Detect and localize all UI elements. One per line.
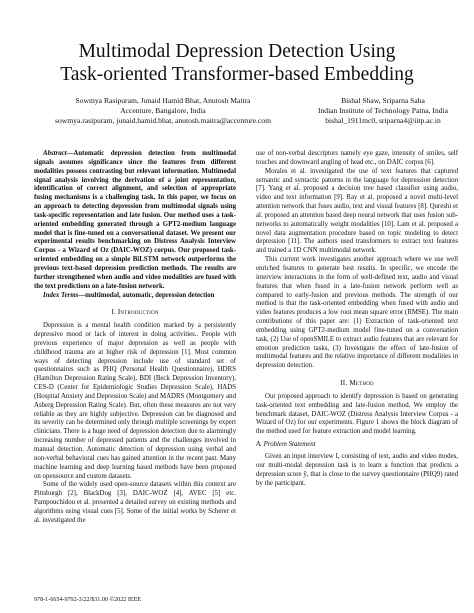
- body-paragraph: Morales et al. investigated the use of text features that captured semantic and syntactic patterns in the language for depression detection [7]. Yang et al. proposed a decision tree based classifier using audio, video and text information [9]. Ray et al. proposed a novel multi-level attention network that fuses audio, text and visual features [8]. Qureshi et al. proposed an attention based deep neural network that uses fusion sub-networks to automatically weight modalities [10]. Lam et al. proposed a novel data augmentation procedure based on topic modeling to detect depression [11]. The authors used transformers to extract text features and trained a 1D CNN multimodal network.: [256, 167, 458, 255]
- author-names: Bishal Shaw, Sriparna Saha: [341, 96, 425, 105]
- section-heading-method: II. Method: [340, 379, 374, 388]
- subsection-heading-problem-statement: A. Problem Statement: [256, 441, 316, 449]
- author-affiliation: Accenture, Bangalore, India: [120, 106, 206, 116]
- index-terms-label: Index Terms: [43, 291, 79, 299]
- paper-title: [0, 40, 474, 86]
- title-line-1: Multimodal Depression Detection Using: [78, 41, 396, 62]
- author-emails: sowmya.rasipuram, junaid.hamid.bhat, anutosh.maitra@accenture.com: [55, 116, 271, 126]
- section-heading-introduction: I. Introduction: [111, 308, 159, 317]
- copyright-footer: 978-1-6654-9792-3/22/$31.00 ©2022 IEEE: [34, 597, 142, 603]
- abstract-text: —Automatic depression detection from multimodal signals assumes significance since the features from different modalities possess contrasting but relevant information. Multimodal signal analysis involving the derivation of a joint representation, identification of correct alignment, and selection of appropriate fusing mechanisms is a challenging task. In this paper, we focus on an approach to detecting depression from multimodal signals using task-specific representation and late fusion. Our method uses a task-oriented embedding generated through a GPT2-medium language model that is fine-tuned on a conversational dataset. We present our experimental results benchmarking on Distress Analysis Interview Corpus - a Wizard of Oz (DAIC-WOZ) corpus. Our proposed task-oriented embedding on a simple BiLSTM network outperforms the previous text-based depression prediction methods. The results are further strengthened when audio and video modalities are fused with the text predictions on a late-fusion network.: [34, 150, 236, 290]
- abstract: [34, 150, 236, 292]
- index-terms: [34, 292, 236, 301]
- author-affiliation: Indian Institute of Technology Patna, India: [317, 106, 449, 116]
- title-line-2: Task-oriented Transformer-based Embedding: [60, 64, 414, 85]
- author-block-left: [28, 96, 298, 127]
- body-paragraph: Some of the widely used open-source datasets within this context are Pittsburgh [2], BlackDog [3], DAIC-WOZ [4], AVEC [5] etc. Pampouchidou et al. presented a detailed survey on existing methods and algorithms using visual cues [5]. Some of the initial works by Scherer et al. investigated the: [34, 481, 236, 524]
- author-names: Sowmya Rasipuram, Junaid Hamid Bhat, Anutosh Maitra: [75, 96, 251, 105]
- body-paragraph: Our proposed approach to identify depression is based on generating task-oriented text embedding and late-fusion method. We employ the benchmark dataset, DAIC-WOZ (Distress Analysis Interview Corpus - a Wizard of Oz) for our experiments. Figure 1 shows the block diagram of the method used for feature extraction and model learning.: [256, 392, 458, 436]
- index-terms-text: —multimodal, automatic, depression detection: [78, 291, 215, 299]
- body-paragraph: use of non-verbal descriptors namely eye gaze, intensity of smiles, self touches and downward angling of head etc., on DAIC corpus [6].: [256, 150, 458, 166]
- body-paragraph: Depression is a mental health condition marked by a persistently depressive mood or lack of interest in doing activities.. People with previous experience of major depression as well as people with childhood trauma are at higher risk of depression [1]. Most common ways of detecting depression include use of standard set of questionnaires such as PHQ (Personal Health Questionnaire), HDRS (Hamilton Depression Rating Scale), BDI (Beck Depression Inventory), CES-D (Center for Epidemiologic Studies Depression Scale), HADS (Hospital Anxiety and Depression Scale) and MADRS (Montgomery and Asberg Depression Rating Scale). But, often these measures are not very reliable as they are highly subjective. Depression can be diagnosed and its severity can be determined only through multiple screenings by expert clinicians. There is a huge need of depression detection due to alarmingly increasing number of depressed patients and the challenges involved in manual detection. Automatic detection of depression using verbal and non-verbal behavioral cues has gained attention in the recent past. Many machine learning and deep learning based methods have been proposed on opensource and custom datasets.: [34, 322, 236, 480]
- author-emails: bishal_1911mc0, sriparna4@iitp.ac.in: [325, 116, 441, 126]
- author-block-right: [298, 96, 468, 127]
- body-paragraph: Given an input interview I, consisting of text, audio and video modes, our multi-modal depression task is to learn a function that predicts a depression score ŷ, that is close to the survey questionnaire (PHQ9) rated by the participant.: [256, 453, 458, 487]
- abstract-label: Abstract: [43, 150, 67, 157]
- left-column: [34, 150, 236, 526]
- body-paragraph: This current work investigates another approach where we use well enriched features to generate best results. In specific, we encode the interview interactions in the form of well-defined text, audio and visual features that when fused in a late-fusion network perform well as compared to early-fusion and previous methods. The strength of our method is that the task-oriented embedding when fused with audio and video features produces a low root mean square error (RMSE). The main contributions of this paper are: (1) Extraction of task-oriented text embedding using GPT2-medium model fine-tuned on a conversation task, (2) Use of openSMILE to extract audio features that are relevant for emotion prediction tasks, (3) Investigate the effect of late-fusion of multimodal features and the relative importance of different modalities in depression detection.: [256, 256, 458, 370]
- right-column: [256, 150, 458, 488]
